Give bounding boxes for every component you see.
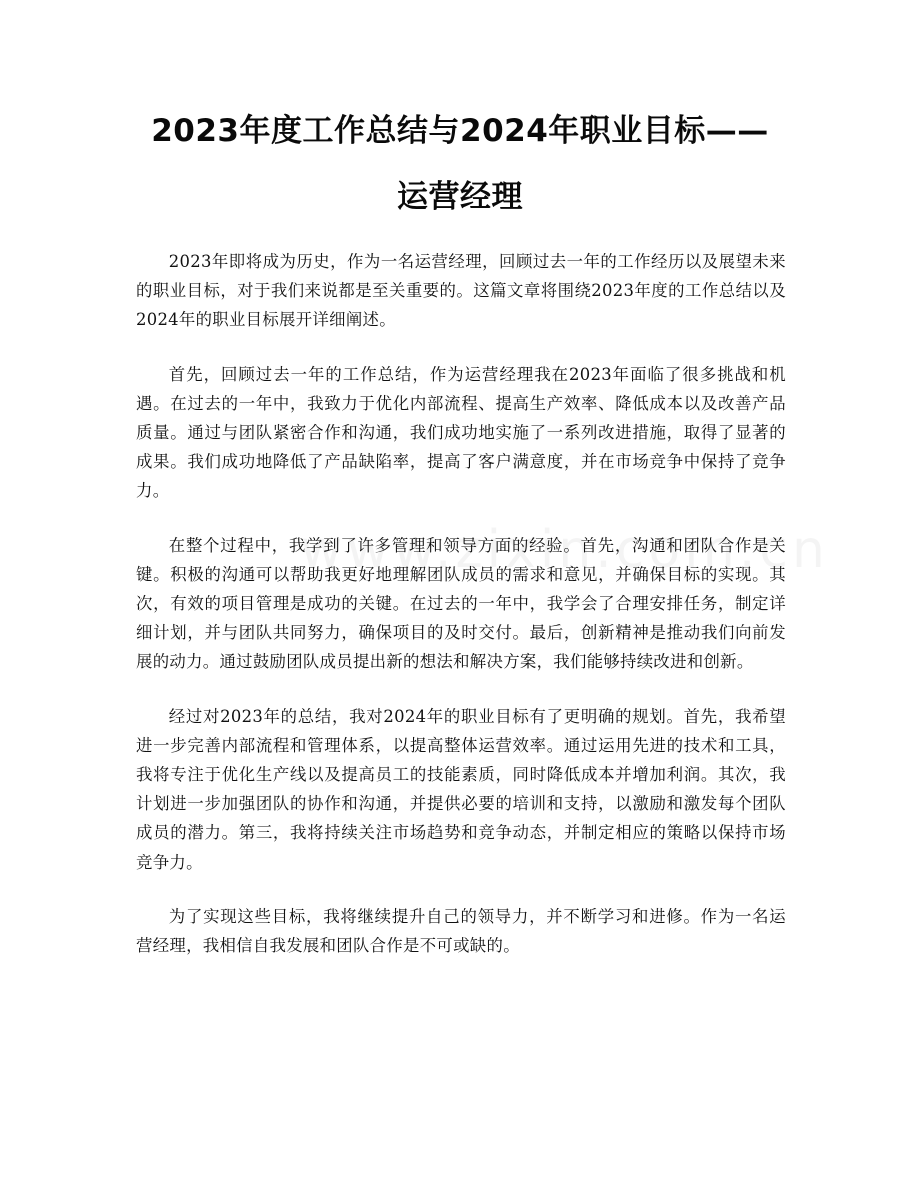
paragraph-intro: 2023年即将成为历史，作为一名运营经理，回顾过去一年的工作经历以及展望未来的职业目标，对于我们来说都是至关重要的。这篇文章将围绕2023年度的工作总结以及2024年的职业目标展开详细阐述。 (136, 252, 786, 330)
title-line-2: 运营经理 (397, 179, 523, 215)
document-title (110, 98, 810, 230)
paragraph-conclusion: 为了实现这些目标，我将继续提升自己的领导力，并不断学习和进修。作为一名运营经理，我相信自我发展和团队合作是不可或缺的。 (136, 906, 786, 956)
paragraph-review: 首先，回顾过去一年的工作总结，作为运营经理我在2023年面临了很多挑战和机遇。在过去的一年中，我致力于优化内部流程、提高生产效率、降低成本以及改善产品质量。通过与团队紧密合作和沟通，我们成功地实施了一系列改进措施，取得了显著的成果。我们成功地降低了产品缺陷率，提高了客户满意度，并在市场竞争中保持了竞争力。 (136, 364, 786, 501)
title-line-1: 2023年度工作总结与2024年职业目标—— (151, 113, 769, 149)
paragraph-lessons: 在整个过程中，我学到了许多管理和领导方面的经验。首先，沟通和团队合作是关键。积极的沟通可以帮助我更好地理解团队成员的需求和意见，并确保目标的实现。其次，有效的项目管理是成功的关键。在过去的一年中，我学会了合理安排任务，制定详细计划，并与团队共同努力，确保项目的及时交付。最后，创新精神是推动我们向前发展的动力。通过鼓励团队成员提出新的想法和解决方案，我们能够持续改进和创新。 (136, 535, 786, 672)
paragraph-goals: 经过对2023年的总结，我对2024年的职业目标有了更明确的规划。首先，我希望进一步完善内部流程和管理体系，以提高整体运营效率。通过运用先进的技术和工具，我将专注于优化生产线以及提高员工的技能素质，同时降低成本并增加利润。其次，我计划进一步加强团队的协作和沟通，并提供必要的培训和支持，以激励和激发每个团队成员的潜力。第三，我将持续关注市场趋势和竞争动态，并制定相应的策略以保持市场竞争力。 (136, 706, 786, 872)
document-body (136, 247, 786, 985)
